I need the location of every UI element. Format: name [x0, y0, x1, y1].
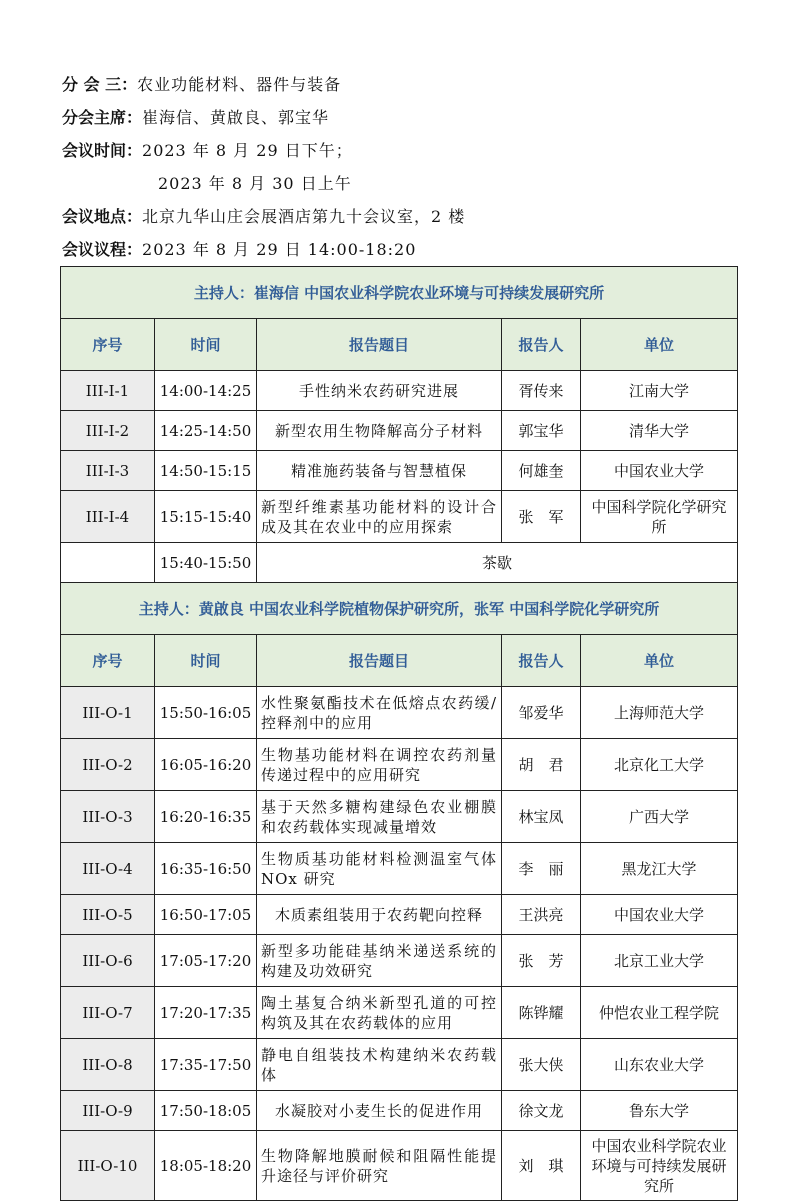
- col-unit-header: 单位: [581, 319, 738, 371]
- row-title: 新型农用生物降解高分子材料: [257, 411, 502, 451]
- col-title-header: 报告题目: [257, 635, 502, 687]
- row-speaker: 张大侠: [502, 1039, 581, 1091]
- col-title-header: 报告题目: [257, 319, 502, 371]
- row-title: 基于天然多糖构建绿色农业棚膜和农药载体实现减量增效: [257, 791, 502, 843]
- time-value-1: 2023 年 8 月 29 日下午；: [142, 141, 353, 160]
- row-unit: 北京化工大学: [581, 739, 738, 791]
- row-time: 17:05-17:20: [155, 935, 257, 987]
- column-header-row-1: [61, 319, 738, 371]
- col-unit-header: 单位: [581, 635, 738, 687]
- row-unit: 上海师范大学: [581, 687, 738, 739]
- row-title: 生物降解地膜耐候和阻隔性能提升途径与评价研究: [257, 1131, 502, 1201]
- session-line: [62, 68, 762, 101]
- chair-label: 分会主席：: [62, 108, 143, 127]
- chair-line: [62, 101, 762, 134]
- row-time: 16:35-16:50: [155, 843, 257, 895]
- col-time-header: 时间: [155, 635, 257, 687]
- row-speaker: 林宝凤: [502, 791, 581, 843]
- col-no-header: 序号: [61, 635, 155, 687]
- row-speaker: 陈铧耀: [502, 987, 581, 1039]
- row-title: 新型纤维素基功能材料的设计合成及其在农业中的应用探索: [257, 491, 502, 543]
- row-time: 15:15-15:40: [155, 491, 257, 543]
- row-title: 生物基功能材料在调控农药剂量传递过程中的应用研究: [257, 739, 502, 791]
- row-time: 14:00-14:25: [155, 371, 257, 411]
- break-time: 15:40-15:50: [155, 543, 257, 583]
- table-row: [61, 791, 738, 843]
- row-no: III-O-7: [61, 987, 155, 1039]
- column-header-row-2: [61, 635, 738, 687]
- table-row: [61, 1039, 738, 1091]
- row-unit: 中国农业大学: [581, 895, 738, 935]
- host-row-1: [61, 267, 738, 319]
- row-title: 水性聚氨酯技术在低熔点农药缓/控释剂中的应用: [257, 687, 502, 739]
- table-row: [61, 687, 738, 739]
- row-speaker: 何雄奎: [502, 451, 581, 491]
- row-title: 水凝胶对小麦生长的促进作用: [257, 1091, 502, 1131]
- col-no-header: 序号: [61, 319, 155, 371]
- row-unit: 清华大学: [581, 411, 738, 451]
- row-unit: 黑龙江大学: [581, 843, 738, 895]
- row-title: 精准施药装备与智慧植保: [257, 451, 502, 491]
- table-row: [61, 1131, 738, 1201]
- row-unit: 山东农业大学: [581, 1039, 738, 1091]
- break-row: [61, 543, 738, 583]
- table-row: [61, 1091, 738, 1131]
- host-1: 主持人：崔海信 中国农业科学院农业环境与可持续发展研究所: [61, 267, 738, 319]
- row-no: III-I-1: [61, 371, 155, 411]
- row-no: III-I-4: [61, 491, 155, 543]
- table-row: [61, 451, 738, 491]
- table-row: [61, 371, 738, 411]
- row-time: 16:20-16:35: [155, 791, 257, 843]
- row-speaker: 胥传来: [502, 371, 581, 411]
- row-speaker: 刘 琪: [502, 1131, 581, 1201]
- row-time: 15:50-16:05: [155, 687, 257, 739]
- row-speaker: 张 芳: [502, 935, 581, 987]
- col-speaker-header: 报告人: [502, 635, 581, 687]
- row-time: 18:05-18:20: [155, 1131, 257, 1201]
- time-line: [62, 134, 762, 167]
- row-title: 生物质基功能材料检测温室气体 NOx 研究: [257, 843, 502, 895]
- row-speaker: 郭宝华: [502, 411, 581, 451]
- break-no: [61, 543, 155, 583]
- row-title: 木质素组装用于农药靶向控释: [257, 895, 502, 935]
- row-unit: 广西大学: [581, 791, 738, 843]
- col-speaker-header: 报告人: [502, 319, 581, 371]
- break-label: 茶歇: [257, 543, 738, 583]
- table-row: [61, 491, 738, 543]
- row-title: 新型多功能硅基纳米递送系统的构建及功效研究: [257, 935, 502, 987]
- table-row: [61, 987, 738, 1039]
- row-time: 16:05-16:20: [155, 739, 257, 791]
- row-speaker: 李 丽: [502, 843, 581, 895]
- row-no: III-O-6: [61, 935, 155, 987]
- row-unit: 中国农业大学: [581, 451, 738, 491]
- table-row: [61, 843, 738, 895]
- time-value-2: 2023 年 8 月 30 日上午: [158, 174, 352, 193]
- agenda-value: 2023 年 8 月 29 日 14:00-18:20: [142, 240, 417, 259]
- row-time: 14:25-14:50: [155, 411, 257, 451]
- row-time: 17:35-17:50: [155, 1039, 257, 1091]
- table-row: [61, 739, 738, 791]
- row-title: 手性纳米农药研究进展: [257, 371, 502, 411]
- row-speaker: 张 军: [502, 491, 581, 543]
- row-title: 陶土基复合纳米新型孔道的可控构筑及其在农药载体的应用: [257, 987, 502, 1039]
- agenda-table: [60, 266, 738, 1201]
- time-line-continued: [62, 167, 762, 200]
- row-no: III-O-10: [61, 1131, 155, 1201]
- row-time: 17:20-17:35: [155, 987, 257, 1039]
- table-row: [61, 935, 738, 987]
- time-label: 会议时间：: [62, 141, 143, 160]
- venue-line: [62, 200, 762, 233]
- row-unit: 鲁东大学: [581, 1091, 738, 1131]
- row-no: III-O-8: [61, 1039, 155, 1091]
- agenda-label: 会议议程：: [62, 240, 143, 259]
- row-time: 16:50-17:05: [155, 895, 257, 935]
- row-no: III-I-2: [61, 411, 155, 451]
- row-no: III-O-3: [61, 791, 155, 843]
- row-time: 14:50-15:15: [155, 451, 257, 491]
- session-label: 分 会 三：: [62, 75, 138, 94]
- table-row: [61, 411, 738, 451]
- row-speaker: 徐文龙: [502, 1091, 581, 1131]
- host-2: 主持人：黄啟良 中国农业科学院植物保护研究所，张军 中国科学院化学研究所: [61, 583, 738, 635]
- row-no: III-O-2: [61, 739, 155, 791]
- row-unit: 中国科学院化学研究所: [581, 491, 738, 543]
- session-value: 农业功能材料、器件与装备: [137, 75, 342, 94]
- host-row-2: [61, 583, 738, 635]
- row-title: 静电自组装技术构建纳米农药载体: [257, 1039, 502, 1091]
- row-no: III-I-3: [61, 451, 155, 491]
- row-no: III-O-5: [61, 895, 155, 935]
- row-unit: 仲恺农业工程学院: [581, 987, 738, 1039]
- row-unit: 中国农业科学院农业环境与可持续发展研究所: [581, 1131, 738, 1201]
- row-unit: 北京工业大学: [581, 935, 738, 987]
- row-no: III-O-9: [61, 1091, 155, 1131]
- table-row: [61, 895, 738, 935]
- venue-label: 会议地点：: [62, 207, 143, 226]
- chair-value: 崔海信、黄啟良、郭宝华: [142, 108, 330, 127]
- row-time: 17:50-18:05: [155, 1091, 257, 1131]
- session-info: [62, 68, 762, 266]
- row-speaker: 王洪亮: [502, 895, 581, 935]
- row-unit: 江南大学: [581, 371, 738, 411]
- row-no: III-O-1: [61, 687, 155, 739]
- col-time-header: 时间: [155, 319, 257, 371]
- row-speaker: 胡 君: [502, 739, 581, 791]
- venue-value: 北京九华山庄会展酒店第九十会议室，2 楼: [142, 207, 466, 226]
- row-speaker: 邹爱华: [502, 687, 581, 739]
- agenda-line: [62, 233, 762, 266]
- row-no: III-O-4: [61, 843, 155, 895]
